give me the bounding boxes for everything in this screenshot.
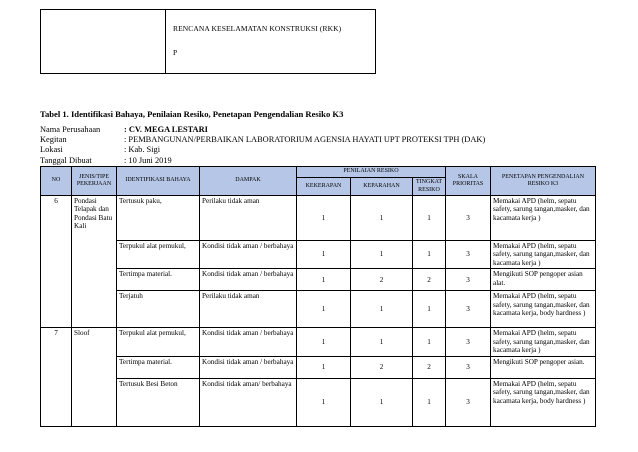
col-jenis: JENIS/TIPE PEKERJAAN bbox=[72, 167, 117, 196]
col-dampak: DAMPAK bbox=[200, 167, 297, 196]
header-divider bbox=[165, 10, 166, 73]
risk-table bbox=[40, 166, 596, 427]
document-subtitle: P bbox=[173, 48, 178, 57]
meta-line bbox=[40, 125, 208, 134]
cell-tingkat: 1 bbox=[413, 196, 446, 241]
cell-dampak: Kondisi tidak aman / berbahaya bbox=[200, 328, 297, 356]
cell-keparahan: 2 bbox=[351, 356, 413, 378]
cell-dampak: Kondisi tidak aman / berbahaya bbox=[200, 269, 297, 291]
meta-label: Lokasi bbox=[40, 145, 63, 154]
cell-tingkat: 1 bbox=[413, 328, 446, 356]
cell-identifikasi: Tertimpa material. bbox=[117, 269, 200, 291]
cell-skala: 3 bbox=[446, 241, 491, 269]
cell-skala: 3 bbox=[446, 291, 491, 328]
meta-line bbox=[40, 145, 160, 154]
cell-identifikasi: Terpukul alat pemukul, bbox=[117, 241, 200, 269]
meta-value: : PEMBANGUNAN/PERBAIKAN LABORATORIUM AGENSIA HAYATI UPT PROTEKSI TPH (DAK) bbox=[124, 135, 486, 144]
cell-identifikasi: Tertusuk paku, bbox=[117, 196, 200, 241]
cell-dampak: Kondisi tidak aman / berbahaya bbox=[200, 356, 297, 378]
cell-penetapan: Memakai APD (helm, sepatu safety, sarung tangan,masker, dan kacamata kerja ) bbox=[491, 196, 596, 241]
document-header-box bbox=[40, 9, 376, 74]
cell-identifikasi: Terpukul alat pemukul, bbox=[117, 328, 200, 356]
cell-penetapan: Mengikuti SOP pengoper asian. bbox=[491, 356, 596, 378]
cell-skala: 3 bbox=[446, 269, 491, 291]
cell-tingkat: 1 bbox=[413, 378, 446, 426]
col-penilaian: PENILAIAN RESIKO bbox=[297, 167, 446, 178]
col-skala: SKALA PRIORITAS bbox=[446, 167, 491, 196]
cell-dampak: Kondisi tidak aman/ berbahaya bbox=[200, 378, 297, 426]
col-tingkat: TINGKAT RESIKO bbox=[413, 178, 446, 196]
cell-tingkat: 1 bbox=[413, 241, 446, 269]
col-identifikasi: IDENTIFIKASI BAHAYA bbox=[117, 167, 200, 196]
meta-value: : CV. MEGA LESTARI bbox=[124, 125, 208, 134]
cell-identifikasi: Tertimpa material. bbox=[117, 356, 200, 378]
cell-skala: 3 bbox=[446, 356, 491, 378]
table-row bbox=[41, 241, 596, 269]
table-row bbox=[41, 269, 596, 291]
table-row bbox=[41, 196, 596, 241]
cell-penetapan: Memakai APD (helm, sepatu safety, sarung tangan,masker, dan kacamata kerja, body hardness ) bbox=[491, 378, 596, 426]
table-row bbox=[41, 291, 596, 328]
cell-dampak: Kondisi tidak aman / berbahaya bbox=[200, 241, 297, 269]
meta-value: : Kab. Sigi bbox=[124, 145, 161, 154]
meta-label: Tanggal Dibuat bbox=[40, 156, 92, 165]
cell-penetapan: Memakai APD (helm, sepatu safety, sarung tangan,masker, dan kacamata kerja ) bbox=[491, 328, 596, 356]
meta-label: Nama Perusahaan bbox=[40, 125, 101, 134]
cell-keparahan: 1 bbox=[351, 378, 413, 426]
cell-penetapan: Mengikuti SOP pengoper asian alat. bbox=[491, 269, 596, 291]
cell-keparahan: 1 bbox=[351, 328, 413, 356]
cell-kekerapan: 1 bbox=[297, 291, 351, 328]
cell-keparahan: 1 bbox=[351, 291, 413, 328]
cell-identifikasi: Terjatuh bbox=[117, 291, 200, 328]
cell-penetapan: Memakai APD (helm, sepatu safety, sarung tangan,masker, dan kacamata kerja ) bbox=[491, 241, 596, 269]
cell-keparahan: 2 bbox=[351, 269, 413, 291]
document-title: RENCANA KESELAMATAN KONSTRUKSI (RKK) bbox=[173, 24, 342, 33]
table-row bbox=[41, 356, 596, 378]
cell-skala: 3 bbox=[446, 378, 491, 426]
cell-kekerapan: 1 bbox=[297, 196, 351, 241]
meta-line bbox=[40, 135, 485, 144]
cell-kekerapan: 1 bbox=[297, 241, 351, 269]
cell-identifikasi: Tertusuk Besi Beton bbox=[117, 378, 200, 426]
cell-tingkat: 2 bbox=[413, 356, 446, 378]
table-title: Tabel 1. Identifikasi Bahaya, Penilaian Resiko, Penetapan Pengendalian Resiko K3 bbox=[40, 109, 344, 119]
cell-kekerapan: 1 bbox=[297, 269, 351, 291]
cell-kekerapan: 1 bbox=[297, 356, 351, 378]
col-kekerapan: KEKERAPAN bbox=[297, 178, 351, 196]
cell-tingkat: 2 bbox=[413, 269, 446, 291]
table-row bbox=[41, 378, 596, 426]
cell-no: 7 bbox=[41, 328, 72, 426]
cell-dampak: Perilaku tidak aman bbox=[200, 196, 297, 241]
meta-line bbox=[40, 156, 172, 165]
col-keparahan: KEPARAHAN bbox=[351, 178, 413, 196]
meta-value: : 10 Juni 2019 bbox=[124, 156, 172, 165]
cell-tingkat: 1 bbox=[413, 291, 446, 328]
cell-dampak: Perilaku tidak aman bbox=[200, 291, 297, 328]
cell-kekerapan: 1 bbox=[297, 378, 351, 426]
cell-penetapan: Memakai APD (helm, sepatu safety, sarung tangan,masker, dan kacamata kerja, body hardness ) bbox=[491, 291, 596, 328]
cell-keparahan: 1 bbox=[351, 196, 413, 241]
cell-jenis: Sloof bbox=[72, 328, 117, 426]
cell-keparahan: 1 bbox=[351, 241, 413, 269]
col-penetapan: PENETAPAN PENGENDALIAN RESIKO K3 bbox=[491, 167, 596, 196]
meta-label: Kegitan bbox=[40, 135, 67, 144]
cell-skala: 3 bbox=[446, 196, 491, 241]
cell-jenis: Pondasi Telapak dan Pondasi Batu Kali bbox=[72, 196, 117, 328]
cell-no: 6 bbox=[41, 196, 72, 328]
cell-skala: 3 bbox=[446, 328, 491, 356]
cell-kekerapan: 1 bbox=[297, 328, 351, 356]
table-row bbox=[41, 328, 596, 356]
col-no: NO bbox=[41, 167, 72, 196]
